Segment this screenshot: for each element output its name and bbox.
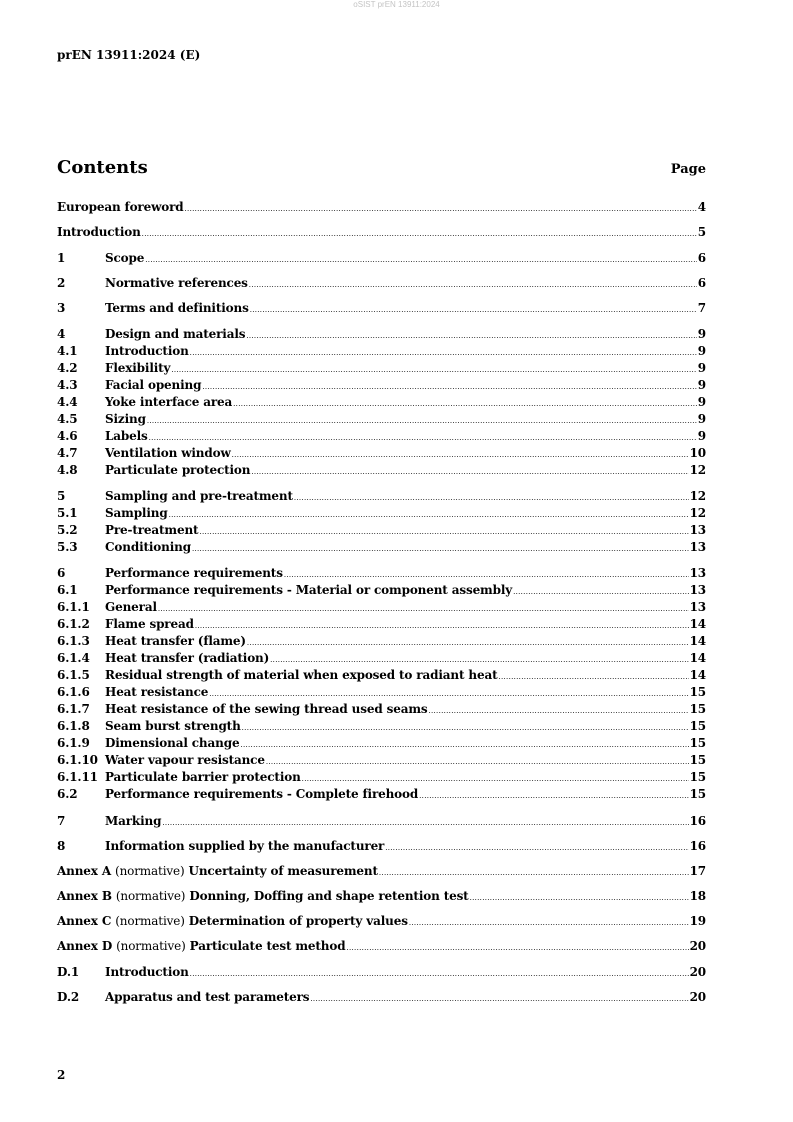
toc-entry[interactable] [57,719,706,736]
toc-entry-page: 9 [697,378,706,392]
toc-entry-title: Sampling and pre-treatment [105,489,293,503]
toc-entry-title: Information supplied by the manufacturer [105,839,385,853]
toc-entry-number: 4.1 [57,344,78,358]
toc-entry-number: 6.2 [57,787,78,801]
toc-entry-page: 20 [689,939,706,953]
toc-entry[interactable] [57,276,706,293]
toc-entry-number: 6.1.2 [57,617,90,631]
toc-entry-page: 15 [689,702,706,716]
toc-entry-number: 5 [57,489,66,503]
toc-entry-number: 4.3 [57,378,78,392]
toc-entry-title [57,914,408,928]
toc-entry-page: 14 [689,651,706,665]
toc-entry-title: Facial opening [105,378,202,392]
toc-entry-title: Particulate barrier protection [105,770,301,784]
toc-entry-number: 4.5 [57,412,78,426]
toc-entry-title: Performance requirements [105,566,283,580]
dot-leader [195,622,689,630]
toc-entry[interactable] [57,939,706,956]
toc-entry[interactable] [57,787,706,804]
toc-entry[interactable] [57,361,706,378]
dot-leader [199,528,688,536]
toc-entry-title: Flexibility [105,361,171,375]
dot-leader [346,944,688,952]
toc-entry-title: European foreword [57,200,184,214]
toc-entry-number: 6 [57,566,66,580]
toc-entry-page: 14 [689,634,706,648]
toc-entry-number: 6.1.7 [57,702,90,716]
toc-entry-page: 13 [689,566,706,580]
toc-entry-title: Apparatus and test parameters [105,990,310,1004]
toc-entry-title: Conditioning [105,540,191,554]
toc-entry-number: 1 [57,251,66,265]
dot-leader [162,819,688,827]
toc-entry-page: 13 [689,583,706,597]
page-number: 2 [57,1068,66,1082]
dot-leader [266,758,689,766]
dot-leader [498,673,688,681]
toc-entry-title: Dimensional change [105,736,240,750]
toc-entry-page: 15 [689,787,706,801]
toc-entry[interactable] [57,914,706,931]
toc-entry-page: 13 [689,540,706,554]
toc-entry[interactable] [57,583,706,600]
toc-entry-number: 6.1.4 [57,651,90,665]
dot-leader [190,349,697,357]
dot-leader [249,281,697,289]
toc-entry-number: 3 [57,301,66,315]
dot-leader [302,775,689,783]
dot-leader [310,995,688,1003]
toc-entry-title: Pre-treatment [105,523,199,537]
toc-entry-title: Heat transfer (radiation) [105,651,270,665]
toc-entry-title: Heat resistance [105,685,209,699]
toc-entry-number: 5.1 [57,506,78,520]
toc-entry-title: Normative references [105,276,248,290]
toc-entry-page: 10 [689,446,706,460]
dot-leader [428,707,688,715]
dot-leader [270,656,688,664]
toc-entry-title: Seam burst strength [105,719,241,733]
toc-entry[interactable] [57,463,706,480]
toc-entry-title: Yoke interface area [105,395,233,409]
dot-leader [251,468,688,476]
toc-entry[interactable] [57,523,706,540]
toc-entry-number: 6.1.5 [57,668,90,682]
dot-leader [185,205,697,213]
dot-leader [385,844,688,852]
toc-entry-number: 6.1.1 [57,600,90,614]
toc-entry-number: 4.4 [57,395,78,409]
toc-entry-number: 2 [57,276,66,290]
toc-entry-number: 5.2 [57,523,78,537]
dot-leader [147,417,697,425]
toc-entry-title: Labels [105,429,148,443]
toc-entry-page: 18 [689,889,706,903]
toc-entry[interactable] [57,965,706,982]
toc-entry-page: 9 [697,412,706,426]
annex-title: Determination of property values [188,914,408,928]
toc-entry[interactable] [57,378,706,395]
toc-entry[interactable] [57,990,706,1007]
dot-leader [145,256,697,264]
toc-entry[interactable] [57,344,706,361]
toc-entry-title: Residual strength of material when exposed to radiant heat [105,668,498,682]
toc-entry-title [57,864,378,878]
toc-entry-number: 6.1.9 [57,736,90,750]
dot-leader [232,451,689,459]
toc-entry-number: 6.1 [57,583,78,597]
toc-entry-title: Performance requirements - Complete firehood [105,787,419,801]
toc-entry-number: D.1 [57,965,80,979]
toc-entry[interactable] [57,540,706,557]
toc-entry-page: 15 [689,770,706,784]
toc-entry[interactable] [57,668,706,685]
toc-entry[interactable] [57,225,706,242]
watermark: oSIST prEN 13911:2024 [353,0,440,9]
toc-entry-title: Terms and definitions [105,301,249,315]
toc-entry-page: 12 [689,463,706,477]
toc-entry-number: 4.6 [57,429,78,443]
toc-entry[interactable] [57,446,706,463]
toc-entry-number: D.2 [57,990,80,1004]
toc-entry[interactable] [57,600,706,617]
toc-entry-number: 4.7 [57,446,78,460]
toc-entry-page: 20 [689,965,706,979]
dot-leader [202,383,696,391]
toc-entry-number: 4.2 [57,361,78,375]
dot-leader [142,230,697,238]
toc-entry-title: Performance requirements - Material or component assembly [105,583,513,597]
toc-entry-page: 20 [689,990,706,1004]
toc-entry-title: Heat resistance of the sewing thread used seams [105,702,428,716]
contents-heading: Contents [57,157,148,178]
annex-title: Donning, Doffing and shape retention test [189,889,469,903]
toc-entry-page: 4 [697,200,706,214]
toc-entry-page: 12 [689,489,706,503]
toc-entry-page: 6 [697,276,706,290]
annex-title: Particulate test method [189,939,346,953]
toc-entry-page: 14 [689,617,706,631]
toc-entry-number: 6.1.6 [57,685,90,699]
dot-leader [246,332,696,340]
toc-entry-title: Heat transfer (flame) [105,634,246,648]
toc-entry-title: General [105,600,157,614]
toc-entry[interactable] [57,301,706,318]
annex-title: Uncertainty of measurement [188,864,378,878]
toc-entry-page: 14 [689,668,706,682]
toc-entry[interactable] [57,327,706,344]
toc-entry-page: 15 [689,753,706,767]
toc-entry-title: Ventilation window [105,446,231,460]
toc-entry-page: 13 [689,523,706,537]
toc-entry-number: 6.1.3 [57,634,90,648]
toc-entry[interactable] [57,864,706,881]
toc-entry[interactable] [57,770,706,787]
toc-entry[interactable] [57,617,706,634]
annex-label: Annex A [57,864,111,878]
toc-entry[interactable] [57,814,706,831]
dot-leader [233,400,697,408]
dot-leader [379,869,689,877]
dot-leader [242,724,689,732]
annex-type: (normative) [115,864,185,878]
toc-entry-title: Marking [105,814,162,828]
toc-entry-number: 8 [57,839,66,853]
toc-entry-number: 7 [57,814,66,828]
dot-leader [192,545,689,553]
toc-entry[interactable] [57,753,706,770]
annex-label: Annex B [57,889,112,903]
page-column-label: Page [670,162,706,177]
toc-entry[interactable] [57,506,706,523]
toc-entry[interactable] [57,395,706,412]
toc-entry[interactable] [57,702,706,719]
dot-leader [250,306,697,314]
annex-type: (normative) [116,939,186,953]
dot-leader [149,434,697,442]
dot-leader [240,741,688,749]
toc-entry-page: 19 [689,914,706,928]
toc-entry-number: 4.8 [57,463,78,477]
toc-entry[interactable] [57,651,706,668]
dot-leader [419,792,688,800]
toc-entry-title: Water vapour resistance [105,753,265,767]
toc-entry[interactable] [57,251,706,268]
toc-entry-page: 15 [689,719,706,733]
toc-entry-title: Sampling [105,506,168,520]
toc-entry-number: 6.1.8 [57,719,90,733]
dot-leader [284,571,689,579]
toc-entry-page: 9 [697,429,706,443]
toc-entry[interactable] [57,889,706,906]
toc-entry[interactable] [57,839,706,856]
toc-entry-page: 15 [689,685,706,699]
toc-entry-number: 6.1.11 [57,770,98,784]
toc-entry-title: Flame spread [105,617,194,631]
toc-entry-title: Scope [105,251,145,265]
toc-entry-page: 6 [697,251,706,265]
toc-entry-page: 7 [697,301,706,315]
dot-leader [470,894,689,902]
toc-entry-page: 9 [697,395,706,409]
annex-type: (normative) [115,914,185,928]
toc-entry-page: 12 [689,506,706,520]
toc-entry[interactable] [57,566,706,583]
toc-entry[interactable] [57,429,706,446]
toc-entry-page: 16 [689,814,706,828]
toc-entry-title: Introduction [105,344,189,358]
dot-leader [190,970,689,978]
toc-entry-number: 4 [57,327,66,341]
toc-entry-page: 16 [689,839,706,853]
toc-entry-page: 17 [689,864,706,878]
toc-entry-page: 15 [689,736,706,750]
toc-entry-title: Sizing [105,412,146,426]
toc-entry-page: 9 [697,344,706,358]
toc-entry[interactable] [57,200,706,217]
toc-entry[interactable] [57,685,706,702]
toc-entry[interactable] [57,412,706,429]
toc-entry-page: 9 [697,361,706,375]
dot-leader [294,494,689,502]
toc-entry-title: Particulate protection [105,463,251,477]
dot-leader [513,588,689,596]
toc-entry[interactable] [57,736,706,753]
toc-entry-title [57,939,345,953]
toc-entry-page: 9 [697,327,706,341]
annex-label: Annex D [57,939,113,953]
toc-entry-title: Introduction [105,965,189,979]
toc-entry-page: 5 [697,225,706,239]
toc-entry-number: 5.3 [57,540,78,554]
dot-leader [169,511,689,519]
document-identifier: prEN 13911:2024 (E) [57,48,201,62]
dot-leader [247,639,689,647]
toc-entry[interactable] [57,634,706,651]
dot-leader [409,919,689,927]
dot-leader [171,366,696,374]
dot-leader [158,605,689,613]
toc-entry-page: 13 [689,600,706,614]
annex-type: (normative) [115,889,186,903]
toc-entry-title: Introduction [57,225,141,239]
toc-entry[interactable] [57,489,706,506]
toc-entry-number: 6.1.10 [57,753,98,767]
dot-leader [209,690,688,698]
toc-entry-title: Design and materials [105,327,246,341]
annex-label: Annex C [57,914,112,928]
toc-entry-title [57,889,469,903]
